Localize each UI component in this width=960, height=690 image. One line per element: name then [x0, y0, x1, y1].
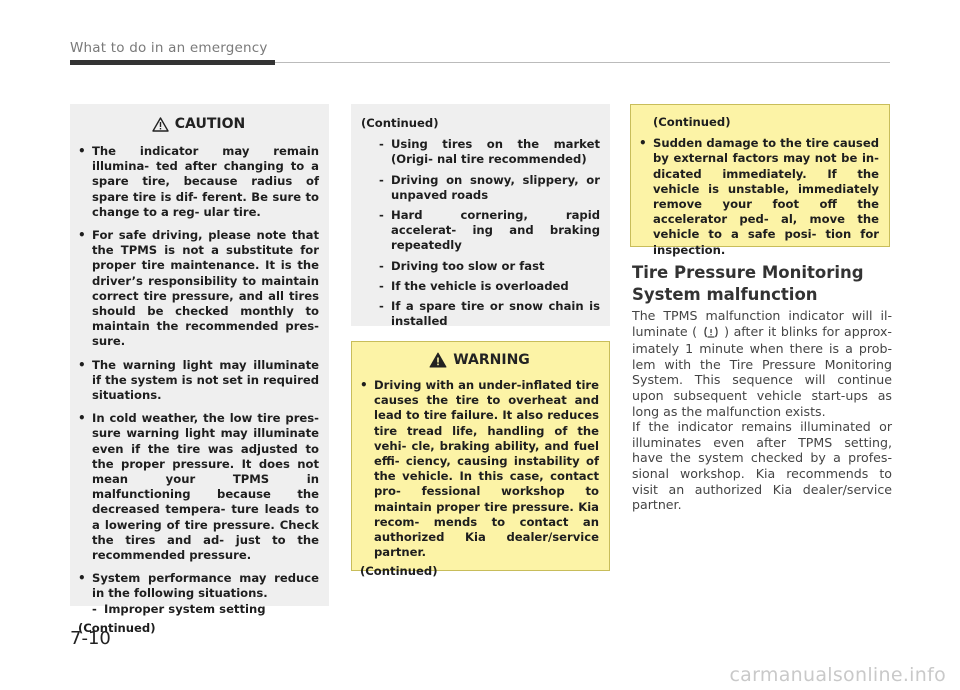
caution-continued: (Continued) — [78, 620, 156, 635]
caution-title-text: CAUTION — [174, 116, 246, 132]
caution-continued-box — [351, 104, 610, 329]
warning-continued-box — [630, 104, 890, 257]
cont-dash-3: - Hard cornering, rapid accelerat- ing and braking repeatedly — [379, 208, 600, 254]
paragraph-1 — [632, 308, 892, 419]
warning-continued: (Continued) — [360, 564, 438, 579]
cont-dash-2: - Driving on snowy, slippery, or unpaved roads — [379, 173, 600, 203]
warning-triangle-icon — [429, 352, 447, 368]
section-title: Tire Pressure Monitoring System malfunction — [632, 263, 864, 304]
caution-bullet-4: • In cold weather, the low tire pres- sure warning light may illuminate even if the tire was adjusted to the proper pressure. It does not mean your TPMS in malfunctioning because the decreased tempera- ture leads to a lowering of tire pressure. Check the tires and ad- just to the recommended pressure. — [78, 411, 319, 563]
warning-cont-list — [639, 136, 879, 258]
caution-cont-top: (Continued) — [361, 116, 439, 130]
watermark: carmanualsonline.info — [729, 664, 946, 686]
tpms-indicator-icon — [704, 326, 718, 342]
caution-sub-item: - Improper system setting — [92, 602, 319, 617]
caution-bullet-5-text: System performance may reduce in the following situations. — [92, 571, 319, 601]
warning-cont-bullet: • Sudden damage to the tire caused by external factors may not be in- dicated immediately. If the vehicle is unstable, immediately remove your foot off the accelerator ped- al, move the vehicle to a safe posi- tion for inspection. — [639, 136, 879, 258]
caution-triangle-icon — [152, 117, 169, 132]
warning-box — [351, 341, 610, 579]
warning-bullet: • Driving with an under-inflated tire causes the tire to overheat and lead to tire failure. It also reduces tire tread life, handling of the vehi- cle, braking ability, and fuel effi- ciency, causing instability of the vehicle. In this case, contact pro- fessional workshop to maintain proper tire pressure. Kia recom- mends to contact an authorized Kia dealer/service partner. — [360, 378, 599, 560]
paragraph-1-start: The TPMS malfunction indicator will il- luminate ( — [632, 308, 892, 339]
section-header: What to do in an emergency — [70, 40, 268, 56]
header-rule-dark — [70, 60, 275, 65]
warning-title-text: WARNING — [453, 352, 530, 368]
cont-dash-6: - If a spare tire or snow chain is installed — [379, 299, 600, 329]
caution-bullet-3: • The warning light may illuminate if the system is not set in required situations. — [78, 358, 319, 404]
warning-title — [360, 352, 599, 368]
cont-dash-1: - Using tires on the market (Origi- nal tire recommended) — [379, 137, 600, 167]
caution-title — [78, 116, 319, 132]
caution-cont-list — [361, 137, 600, 329]
warning-list — [360, 378, 599, 560]
section-body — [632, 308, 892, 513]
caution-bullet-1: • The indicator may remain illumina- ted after changing to a spare tire, because radius of spare tire is dif- ferent. Be sure to change to a reg- ular tire. — [78, 144, 319, 220]
paragraph-2: If the indicator remains illuminated or illuminates even after TPMS setting, have the system checked by a profes- sional workshop. Kia recommends to visit an authorized Kia dealer/service partner. — [632, 419, 892, 513]
warning-cont-top: (Continued) — [653, 115, 731, 129]
caution-box — [70, 104, 329, 635]
cont-dash-5: - If the vehicle is overloaded — [379, 279, 600, 294]
caution-bullet-5 — [78, 571, 319, 617]
page-number: 7-10 — [70, 628, 111, 649]
paragraph-1-end: ) after it blinks for approx- imately 1 minute when there is a prob- lem with the Tire Pressure Monitoring System. This sequence will continue upon subsequent vehicle start-ups as long as the malfunction exists. — [632, 323, 892, 419]
cont-dash-4: - Driving too slow or fast — [379, 259, 600, 274]
caution-list — [78, 144, 319, 617]
caution-sublist — [92, 602, 319, 617]
header-rule-light — [275, 62, 890, 63]
caution-bullet-2: • For safe driving, please note that the TPMS is not a substitute for proper tire maintenance. It is the driver’s responsibility to maintain correct tire pressure, and all tires should be checked monthly to maintain the recommended pres- sure. — [78, 228, 319, 350]
